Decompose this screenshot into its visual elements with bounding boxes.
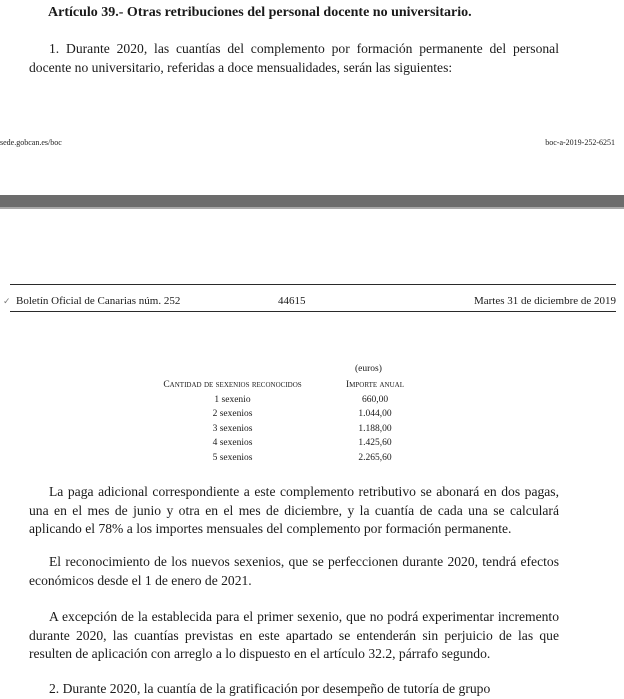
table-cell-label: 1 sexenio — [214, 394, 251, 405]
table-unit: (euros) — [355, 364, 382, 374]
table-cell-label: 4 sexenios — [212, 438, 253, 449]
table-cell-label: 5 sexenios — [212, 452, 253, 463]
body-paragraph: El reconocimiento de los nuevos sexenios, que se perfeccionen durante 2020, tendrá efectos económicos desde el 1 de enero de 2021. — [29, 554, 559, 588]
table-cell-amount: 1.044,00 — [358, 409, 392, 420]
header-bottom-rule — [10, 311, 616, 312]
footer-document-id: boc-a-2019-252-6251 — [545, 138, 615, 147]
footer-source-link[interactable]: sede.gobcan.es/boc — [0, 138, 62, 147]
header-top-rule — [10, 284, 616, 285]
margin-mark: ✓ — [3, 296, 11, 306]
body-paragraph-cut: 2. Durante 2020, la cuantía de la gratificación por desempeño de tutoría de grupo — [49, 681, 491, 696]
table-cell-amount: 660,00 — [361, 394, 389, 405]
table-col-importe — [335, 378, 415, 466]
table-col-sexenios — [145, 378, 320, 466]
page-separator-edge — [0, 207, 624, 209]
body-paragraph: A excepción de la establecida para el primer sexenio, que no podrá experimentar incremento durante 2020, las cuantías previstas en este apartado se entenderán sin perjuicio de las que resulten de aplicación con arreglo a lo dispuesto en el artículo 32.2, párrafo segundo. — [29, 609, 559, 661]
table-cell-amount: 1.425,60 — [358, 438, 392, 449]
table-cell-amount: 1.188,00 — [358, 423, 392, 434]
table-header-importe: Importe anual — [345, 380, 404, 390]
header-page-number: 44615 — [278, 295, 306, 307]
table-cell-amount: 2.265,60 — [358, 452, 392, 463]
table-header-sexenios: Cantidad de sexenios reconocidos — [163, 380, 302, 390]
page-separator — [0, 195, 624, 207]
table-cell-label: 2 sexenios — [212, 409, 253, 420]
body-paragraph: La paga adicional correspondiente a este complemento retributivo se abonará en dos pagas, una en el mes de junio y otra en el mes de diciembre, y la cuantía de cada una se calculará aplicando el 78% a los importes mensuales del complemento por formación permanente. — [29, 484, 559, 536]
article-heading: Artículo 39.- Otras retribuciones del personal docente no universitario. — [48, 5, 472, 20]
header-date: Martes 31 de diciembre de 2019 — [473, 295, 616, 307]
table-cell-label: 3 sexenios — [212, 423, 253, 434]
intro-paragraph: 1. Durante 2020, las cuantías del complemento por formación permanente del personal docente no universitario, referidas a doce mensualidades, serán las siguientes: — [29, 41, 559, 75]
header-publication: Boletín Oficial de Canarias núm. 252 — [16, 295, 181, 307]
